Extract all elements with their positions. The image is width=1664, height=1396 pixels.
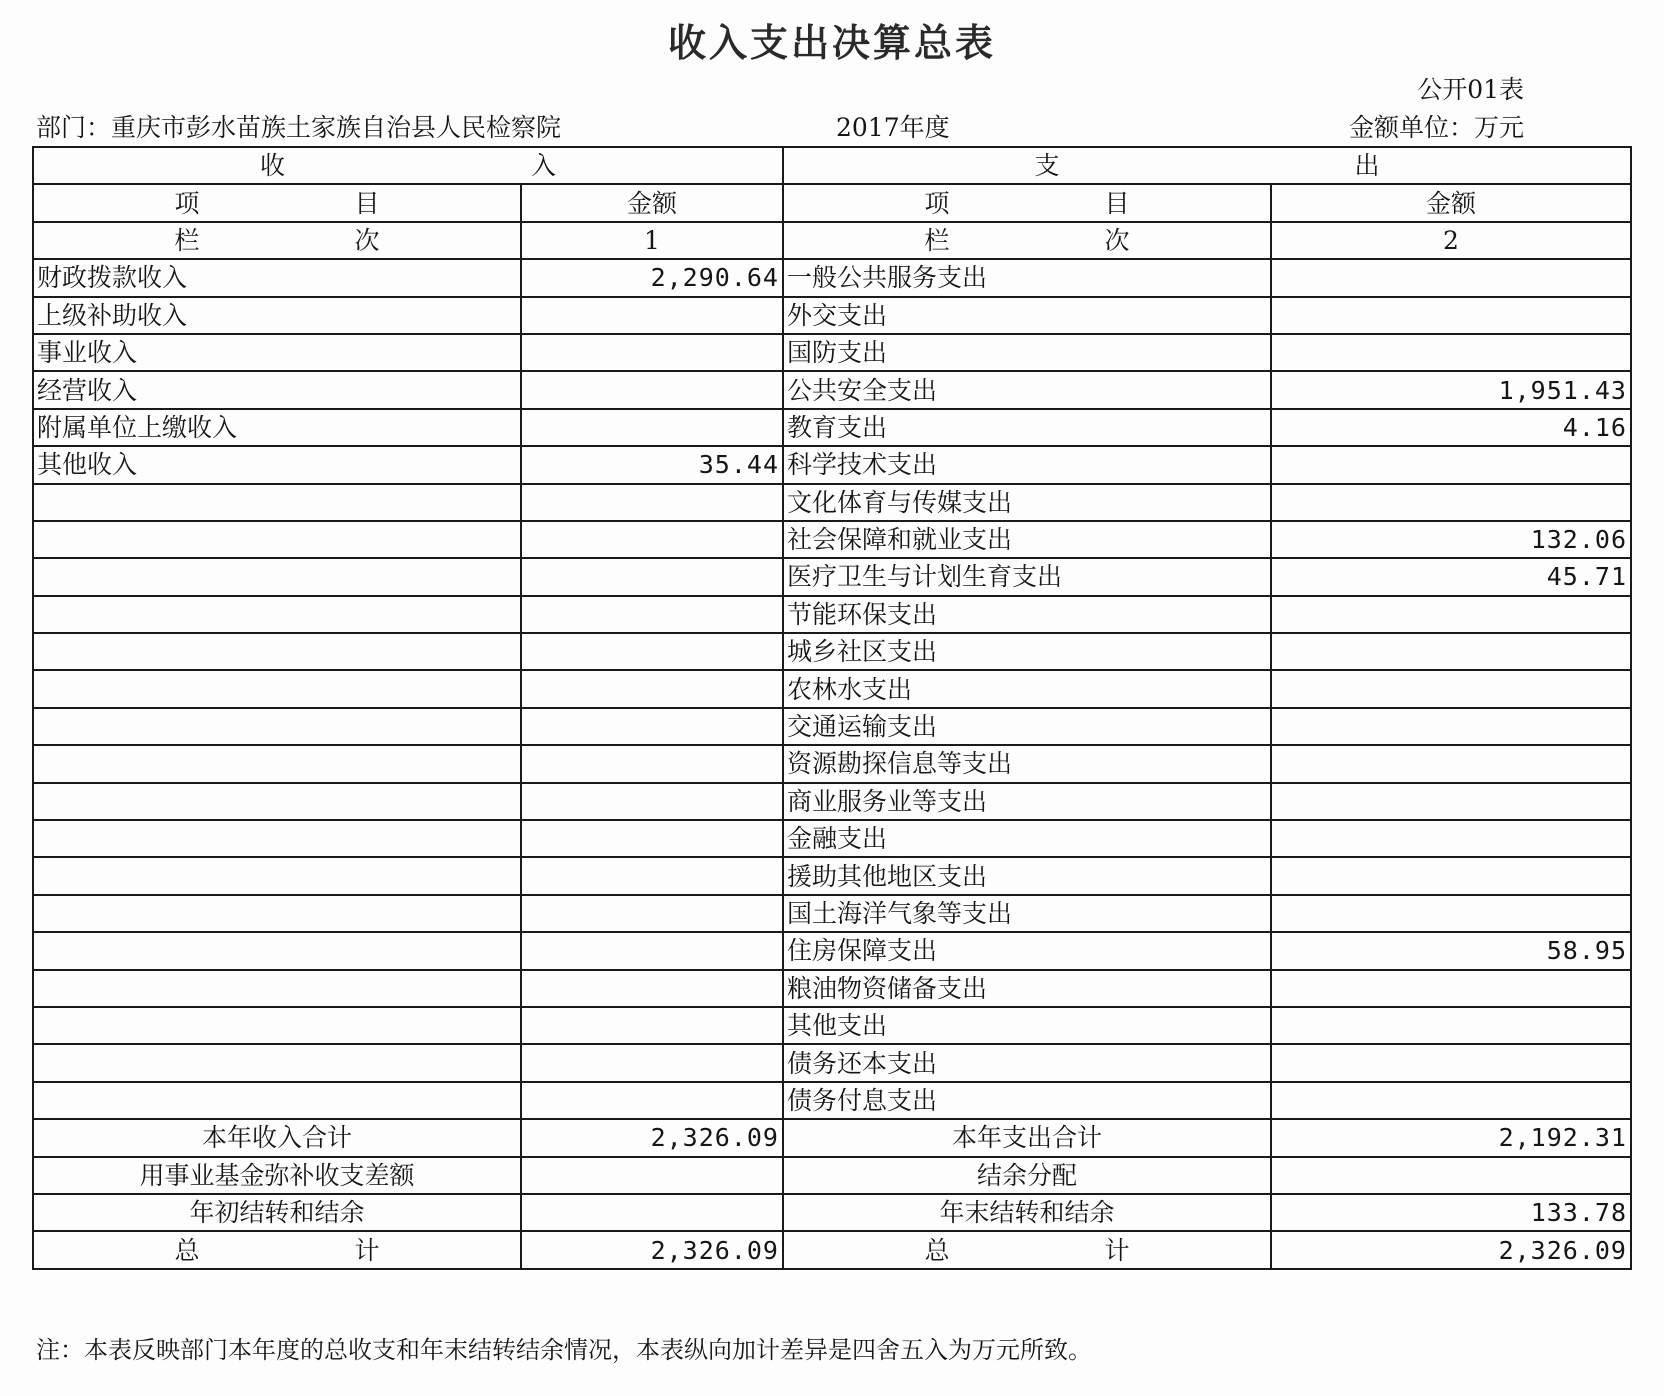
income-item-cell xyxy=(33,1007,521,1044)
income-amount-cell xyxy=(521,970,783,1007)
income-item-cell xyxy=(33,932,521,969)
expense-item-cell: 债务付息支出 xyxy=(783,1082,1271,1119)
total-row xyxy=(33,1231,1631,1268)
total-income-label xyxy=(33,1231,521,1268)
footnote: 注：本表反映部门本年度的总收支和年末结转结余情况，本表纵向加计差异是四舍五入为万元所致。 xyxy=(36,1336,1092,1364)
table-row xyxy=(33,334,1631,371)
expense-amount-cell xyxy=(1271,895,1631,932)
table-row xyxy=(33,1082,1631,1119)
expense-item-cell: 金融支出 xyxy=(783,820,1271,857)
page-title: 收入支出决算总表 xyxy=(667,20,996,65)
income-item-cell xyxy=(33,745,521,782)
expense-amount-cell: 45.71 xyxy=(1271,558,1631,595)
expense-item-cell: 债务还本支出 xyxy=(783,1044,1271,1081)
expense-amount-cell xyxy=(1271,1007,1631,1044)
income-amount-header: 金额 xyxy=(521,184,783,221)
table-row xyxy=(33,708,1631,745)
table-row xyxy=(33,895,1631,932)
income-item-cell xyxy=(33,1082,521,1119)
expense-amount-cell xyxy=(1271,820,1631,857)
fiscal-year: 2017年度 xyxy=(836,113,950,142)
income-item-cell xyxy=(33,521,521,558)
summary-income-amount xyxy=(521,1157,783,1194)
expense-amount-cell: 132.06 xyxy=(1271,521,1631,558)
item-header-char-2: 目 xyxy=(1104,188,1130,218)
summary-expense-item: 结余分配 xyxy=(783,1157,1271,1194)
income-amount-cell xyxy=(521,596,783,633)
col-label-char-1: 栏 xyxy=(924,225,950,255)
income-item-cell xyxy=(33,783,521,820)
expense-item-cell: 外交支出 xyxy=(783,297,1271,334)
income-item-cell xyxy=(33,633,521,670)
expense-item-cell: 商业服务业等支出 xyxy=(783,783,1271,820)
table-row xyxy=(33,670,1631,707)
expense-header-char-2: 出 xyxy=(1354,151,1380,181)
income-item-cell xyxy=(33,670,521,707)
expense-amount-cell xyxy=(1271,1082,1631,1119)
total-expense-label xyxy=(783,1231,1271,1268)
table-row xyxy=(33,484,1631,521)
income-amount-cell xyxy=(521,1044,783,1081)
expense-amount-header: 金额 xyxy=(1271,184,1631,221)
table-row xyxy=(33,1044,1631,1081)
expense-amount-cell xyxy=(1271,783,1631,820)
income-amount-cell xyxy=(521,820,783,857)
expense-item-cell: 公共安全支出 xyxy=(783,371,1271,408)
expense-amount-cell xyxy=(1271,334,1631,371)
income-header-char-1: 收 xyxy=(259,151,285,181)
income-item-cell xyxy=(33,895,521,932)
expense-item-cell: 科学技术支出 xyxy=(783,446,1271,483)
expense-amount-cell xyxy=(1271,259,1631,296)
total-expense-amount: 2,326.09 xyxy=(1271,1231,1631,1268)
income-amount-cell xyxy=(521,857,783,894)
expense-item-cell: 援助其他地区支出 xyxy=(783,857,1271,894)
expense-amount-cell xyxy=(1271,670,1631,707)
expense-item-cell: 教育支出 xyxy=(783,409,1271,446)
table-row xyxy=(33,857,1631,894)
expense-amount-cell xyxy=(1271,297,1631,334)
income-item-cell: 财政拨款收入 xyxy=(33,259,521,296)
income-item-cell xyxy=(33,857,521,894)
income-amount-cell xyxy=(521,371,783,408)
summary-expense-amount: 2,192.31 xyxy=(1271,1119,1631,1156)
income-header-char-2: 入 xyxy=(530,151,556,181)
table-row xyxy=(33,596,1631,633)
expense-item-cell: 住房保障支出 xyxy=(783,932,1271,969)
total-label-char-1: 总 xyxy=(174,1235,200,1265)
income-amount-cell xyxy=(521,708,783,745)
income-amount-cell xyxy=(521,1082,783,1119)
expense-header-char-1: 支 xyxy=(1034,151,1060,181)
expense-item-cell: 医疗卫生与计划生育支出 xyxy=(783,558,1271,595)
income-item-cell xyxy=(33,970,521,1007)
income-section-header xyxy=(33,147,783,184)
expense-amount-cell xyxy=(1271,857,1631,894)
expense-item-cell: 资源勘探信息等支出 xyxy=(783,745,1271,782)
income-item-cell: 附属单位上缴收入 xyxy=(33,409,521,446)
expense-item-cell: 农林水支出 xyxy=(783,670,1271,707)
column-number-row xyxy=(33,222,1631,259)
income-amount-cell xyxy=(521,334,783,371)
expense-amount-cell xyxy=(1271,446,1631,483)
form-number: 公开01表 xyxy=(1417,75,1524,104)
income-item-header xyxy=(33,184,521,221)
expense-amount-cell xyxy=(1271,745,1631,782)
expense-col-number: 2 xyxy=(1271,222,1631,259)
table-row xyxy=(33,970,1631,1007)
table-row xyxy=(33,259,1631,296)
summary-income-item: 本年收入合计 xyxy=(33,1119,521,1156)
table-row xyxy=(33,371,1631,408)
income-expense-table xyxy=(32,146,1632,1270)
income-item-cell: 事业收入 xyxy=(33,334,521,371)
summary-expense-amount: 133.78 xyxy=(1271,1194,1631,1231)
expense-col-label xyxy=(783,222,1271,259)
col-label-char-2: 次 xyxy=(1104,225,1130,255)
table-row xyxy=(33,1007,1631,1044)
income-amount-cell xyxy=(521,895,783,932)
total-label-char-2: 计 xyxy=(1104,1235,1130,1265)
income-amount-cell xyxy=(521,409,783,446)
table-row xyxy=(33,745,1631,782)
item-header-char-1: 项 xyxy=(174,188,200,218)
expense-item-header xyxy=(783,184,1271,221)
expense-amount-cell xyxy=(1271,596,1631,633)
col-label-char-2: 次 xyxy=(354,225,380,255)
expense-item-cell: 社会保障和就业支出 xyxy=(783,521,1271,558)
income-amount-cell xyxy=(521,297,783,334)
table-row xyxy=(33,409,1631,446)
income-item-cell xyxy=(33,484,521,521)
expense-item-cell: 国防支出 xyxy=(783,334,1271,371)
income-amount-cell xyxy=(521,783,783,820)
expense-amount-cell xyxy=(1271,970,1631,1007)
expense-amount-cell xyxy=(1271,1044,1631,1081)
table-row xyxy=(33,558,1631,595)
income-amount-cell xyxy=(521,1007,783,1044)
expense-item-cell: 其他支出 xyxy=(783,1007,1271,1044)
income-item-cell xyxy=(33,1044,521,1081)
summary-row xyxy=(33,1194,1631,1231)
table-row xyxy=(33,783,1631,820)
total-label-char-2: 计 xyxy=(354,1235,380,1265)
income-item-cell: 经营收入 xyxy=(33,371,521,408)
income-item-cell xyxy=(33,596,521,633)
summary-income-amount: 2,326.09 xyxy=(521,1119,783,1156)
expense-item-cell: 文化体育与传媒支出 xyxy=(783,484,1271,521)
income-col-label xyxy=(33,222,521,259)
summary-expense-amount xyxy=(1271,1157,1631,1194)
col-label-char-1: 栏 xyxy=(174,225,200,255)
section-header-row xyxy=(33,147,1631,184)
income-item-cell: 其他收入 xyxy=(33,446,521,483)
income-amount-cell xyxy=(521,521,783,558)
expense-amount-cell: 1,951.43 xyxy=(1271,371,1631,408)
total-label-char-1: 总 xyxy=(924,1235,950,1265)
income-amount-cell xyxy=(521,558,783,595)
income-item-cell: 上级补助收入 xyxy=(33,297,521,334)
expense-amount-cell: 4.16 xyxy=(1271,409,1631,446)
column-header-row xyxy=(33,184,1631,221)
expense-item-cell: 交通运输支出 xyxy=(783,708,1271,745)
expense-item-cell: 城乡社区支出 xyxy=(783,633,1271,670)
summary-income-amount xyxy=(521,1194,783,1231)
income-amount-cell xyxy=(521,484,783,521)
income-item-cell xyxy=(33,820,521,857)
amount-unit: 金额单位：万元 xyxy=(1348,113,1524,142)
table-row xyxy=(33,446,1631,483)
income-amount-cell xyxy=(521,633,783,670)
income-amount-cell: 35.44 xyxy=(521,446,783,483)
expense-item-cell: 一般公共服务支出 xyxy=(783,259,1271,296)
total-income-amount: 2,326.09 xyxy=(521,1231,783,1268)
expense-section-header xyxy=(783,147,1631,184)
income-amount-cell: 2,290.64 xyxy=(521,259,783,296)
income-amount-cell xyxy=(521,932,783,969)
income-col-number: 1 xyxy=(521,222,783,259)
income-item-cell xyxy=(33,708,521,745)
summary-expense-item: 年末结转和结余 xyxy=(783,1194,1271,1231)
expense-item-cell: 粮油物资储备支出 xyxy=(783,970,1271,1007)
expense-item-cell: 节能环保支出 xyxy=(783,596,1271,633)
summary-row xyxy=(33,1157,1631,1194)
department-label: 部门：重庆市彭水苗族土家族自治县人民检察院 xyxy=(36,113,562,142)
expense-item-cell: 国土海洋气象等支出 xyxy=(783,895,1271,932)
item-header-char-1: 项 xyxy=(924,188,950,218)
table-row xyxy=(33,297,1631,334)
expense-amount-cell xyxy=(1271,484,1631,521)
income-amount-cell xyxy=(521,745,783,782)
table-row xyxy=(33,820,1631,857)
income-amount-cell xyxy=(521,670,783,707)
table-row xyxy=(33,932,1631,969)
item-header-char-2: 目 xyxy=(354,188,380,218)
expense-amount-cell: 58.95 xyxy=(1271,932,1631,969)
expense-amount-cell xyxy=(1271,708,1631,745)
expense-amount-cell xyxy=(1271,633,1631,670)
summary-income-item: 年初结转和结余 xyxy=(33,1194,521,1231)
table-row xyxy=(33,633,1631,670)
income-item-cell xyxy=(33,558,521,595)
table-row xyxy=(33,521,1631,558)
summary-expense-item: 本年支出合计 xyxy=(783,1119,1271,1156)
summary-income-item: 用事业基金弥补收支差额 xyxy=(33,1157,521,1194)
summary-row xyxy=(33,1119,1631,1156)
